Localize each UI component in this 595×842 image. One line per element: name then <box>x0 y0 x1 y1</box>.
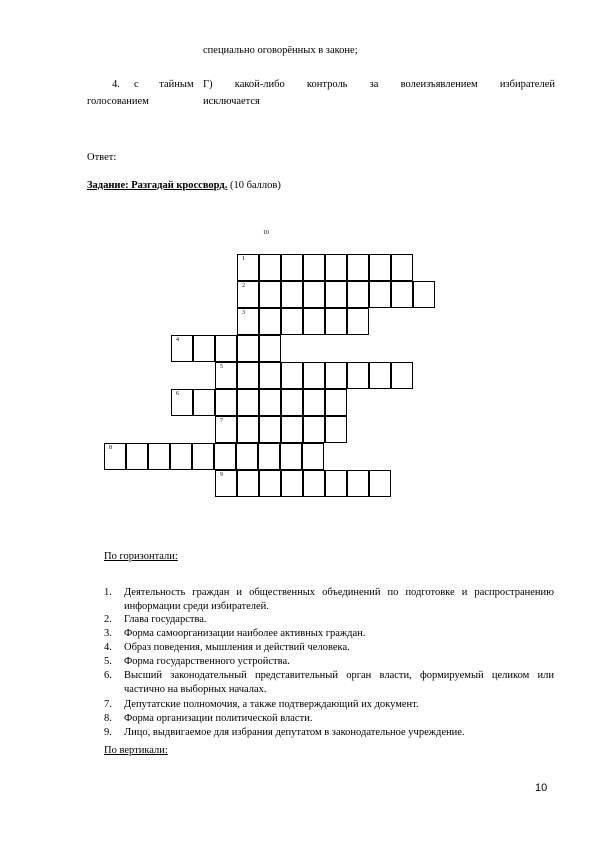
clue-number: 2. <box>104 614 112 625</box>
crossword-cell <box>391 362 413 389</box>
crossword-cell <box>281 362 303 389</box>
crossword-cell <box>281 281 303 308</box>
clue-number: 7. <box>104 699 112 710</box>
crossword-cell <box>369 254 391 281</box>
crossword-cell <box>170 443 192 470</box>
crossword-row-number: 7 <box>220 418 223 424</box>
crossword-cell <box>171 335 193 362</box>
crossword-cell <box>303 308 325 335</box>
crossword-cell <box>237 470 259 497</box>
crossword-row-number: 1 <box>242 256 245 262</box>
crossword-cell <box>281 308 303 335</box>
crossword-cell <box>347 308 369 335</box>
crossword-cell <box>237 308 259 335</box>
clue-text: Лицо, выдвигаемое для избрания депутатом в законодательное учреждение. <box>124 727 465 738</box>
crossword-row-number: 3 <box>242 310 245 316</box>
crossword-cell <box>236 443 258 470</box>
clue-item <box>104 613 554 627</box>
crossword-cell <box>148 443 170 470</box>
crossword-cell <box>347 470 369 497</box>
crossword-cell <box>281 254 303 281</box>
clue-item <box>104 586 554 613</box>
crossword-cell <box>303 362 325 389</box>
crossword-cell <box>303 254 325 281</box>
clue-item <box>104 641 554 655</box>
task-points: (10 баллов) <box>229 180 281 191</box>
crossword-cell <box>347 362 369 389</box>
crossword-cell <box>259 470 281 497</box>
crossword-row-number: 9 <box>220 472 223 478</box>
clue-text: Образ поведения, мышления и действий человека. <box>124 642 350 653</box>
item4-left-top: с тайным <box>134 79 194 90</box>
crossword-cell <box>259 416 281 443</box>
crossword-row-number: 4 <box>176 337 179 343</box>
crossword-cell <box>259 308 281 335</box>
crossword-cell <box>215 470 237 497</box>
clue-item <box>104 726 554 740</box>
item4-number: 4. <box>112 79 120 90</box>
vertical-heading: По вертикали: <box>104 745 168 756</box>
crossword-cell <box>104 443 126 470</box>
crossword-cell <box>369 281 391 308</box>
clue-item <box>104 712 554 726</box>
crossword-cell <box>325 389 347 416</box>
crossword-cell <box>215 389 237 416</box>
clue-number: 4. <box>104 642 112 653</box>
crossword-cell <box>369 470 391 497</box>
crossword-row-number: 2 <box>242 283 245 289</box>
clue-number: 6. <box>104 670 112 681</box>
crossword-cell <box>237 416 259 443</box>
crossword-cell <box>259 335 281 362</box>
clue-number: 3. <box>104 628 112 639</box>
crossword-row-number: 5 <box>220 364 223 370</box>
crossword-cell <box>126 443 148 470</box>
crossword-cell <box>215 335 237 362</box>
crossword-cell <box>325 254 347 281</box>
crossword-cell <box>347 281 369 308</box>
clue-item <box>104 627 554 641</box>
item4-left-bottom: голосованием <box>87 96 149 107</box>
crossword-cell <box>302 443 324 470</box>
crossword-cell <box>325 470 347 497</box>
crossword-cell <box>237 254 259 281</box>
clue-number: 1. <box>104 587 112 598</box>
crossword-cell <box>192 443 214 470</box>
clue-text: Форма самоорганизации наиболее активных граждан. <box>124 628 366 639</box>
crossword-cell <box>391 254 413 281</box>
crossword-cell <box>369 362 391 389</box>
crossword-cell <box>413 281 435 308</box>
clue-item <box>104 698 554 712</box>
crossword-cell <box>259 362 281 389</box>
crossword-cell <box>303 281 325 308</box>
crossword-cell <box>237 281 259 308</box>
clue-text: Глава государства. <box>124 614 207 625</box>
crossword-cell <box>281 416 303 443</box>
crossword-cell <box>237 362 259 389</box>
clue-text: Высший законодательный представительный орган власти, формируемый целиком или частично на выборных началах. <box>124 670 554 695</box>
crossword-cell <box>171 389 193 416</box>
crossword-row-number: 8 <box>109 445 112 451</box>
crossword-cell <box>303 416 325 443</box>
clue-text: Деятельность граждан и общественных объединений по подготовке и распространению информации среди избирателей. <box>124 587 554 612</box>
item4-right-top: Г) какой-либо контроль за волеизъявлением избирателей <box>203 79 555 90</box>
page-number: 10 <box>535 782 548 794</box>
crossword-cell <box>325 281 347 308</box>
answer-label: Ответ: <box>87 152 117 163</box>
crossword-cell <box>215 416 237 443</box>
crossword-cell <box>259 254 281 281</box>
crossword-cell <box>303 470 325 497</box>
crossword-cell <box>259 281 281 308</box>
task-title-text: Задание: Разгадай кроссворд. <box>87 180 228 191</box>
crossword-cell <box>325 308 347 335</box>
clue-text: Депутатские полномочия, а также подтверждающий их документ. <box>124 699 419 710</box>
crossword-cell <box>193 389 215 416</box>
clue-number: 5. <box>104 656 112 667</box>
vertical-clue-number: 10 <box>263 230 269 236</box>
top-line: специально оговорённых в законе; <box>203 45 358 56</box>
clue-item <box>104 655 554 669</box>
item4-right-bottom: исключается <box>203 96 260 107</box>
crossword-cell <box>303 389 325 416</box>
crossword-cell <box>237 389 259 416</box>
crossword-cell <box>193 335 215 362</box>
clue-text: Форма государственного устройства. <box>124 656 290 667</box>
crossword-cell <box>325 416 347 443</box>
crossword-cell <box>281 470 303 497</box>
crossword-cell <box>347 254 369 281</box>
crossword-cell <box>258 443 280 470</box>
crossword-cell <box>280 443 302 470</box>
crossword-cell <box>325 362 347 389</box>
crossword-cell <box>281 389 303 416</box>
crossword-cell <box>215 362 237 389</box>
crossword-cell <box>214 443 236 470</box>
clue-number: 9. <box>104 727 112 738</box>
horizontal-heading: По горизонтали: <box>104 551 178 562</box>
crossword-cell <box>259 389 281 416</box>
clue-text: Форма организации политической власти. <box>124 713 313 724</box>
crossword-cell <box>237 335 259 362</box>
crossword-row-number: 6 <box>176 391 179 397</box>
crossword-cell <box>391 281 413 308</box>
clue-number: 8. <box>104 713 112 724</box>
clue-item <box>104 669 554 696</box>
